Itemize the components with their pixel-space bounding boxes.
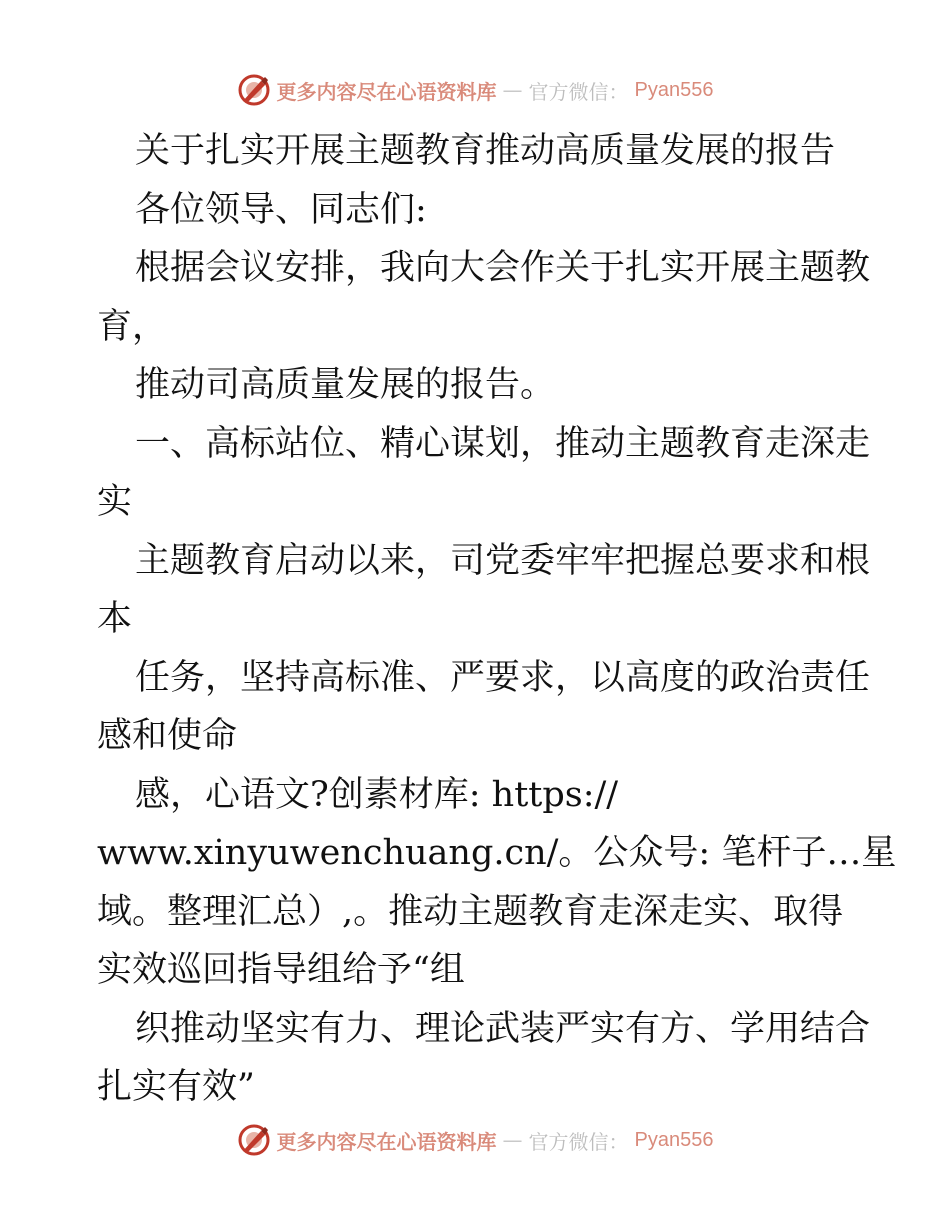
pen-logo-icon bbox=[237, 73, 271, 107]
paragraph-line: 推动司高质量发展的报告。 bbox=[135, 365, 556, 405]
pen-logo-icon bbox=[237, 1123, 271, 1157]
watermark-official-label: 官方微信： bbox=[528, 79, 629, 104]
watermark-wechat-id: Pyan556 bbox=[634, 1128, 714, 1151]
section-heading-cont: 实 bbox=[97, 482, 133, 522]
paragraph-line: 织推动坚实有力、理论武装严实有方、学用结合 bbox=[135, 1008, 871, 1049]
paragraph-line: 根据会议安排，我向大会作关于扎实开展主题教 bbox=[135, 248, 871, 288]
watermark-separator: — bbox=[502, 1128, 523, 1152]
paragraph-line: 域。整理汇总）,。推动主题教育走深走实、取得 bbox=[97, 891, 844, 932]
watermark-official-label: 官方微信： bbox=[528, 1129, 629, 1154]
watermark-wechat-id: Pyan556 bbox=[634, 78, 714, 101]
section-heading: 一、高标站位、精心谋划，推动主题教育走深走 bbox=[135, 423, 871, 464]
paragraph-line: 主题教育启动以来，司党委牢牢把握总要求和根 bbox=[135, 540, 871, 581]
watermark-text: 更多内容尽在心语资料库 bbox=[276, 79, 497, 104]
paragraph-line: 育， bbox=[97, 306, 168, 347]
document-title: 关于扎实开展主题教育推动高质量发展的报告 bbox=[135, 131, 836, 171]
paragraph-line: 本 bbox=[97, 599, 133, 639]
footer-watermark bbox=[0, 1120, 950, 1160]
salutation: 各位领导、同志们: bbox=[135, 189, 427, 230]
paragraph-line: www.xinyuwenchuang.cn/。公众号: 笔杆子…星 bbox=[97, 833, 897, 873]
document-body bbox=[97, 122, 897, 1117]
paragraph-line: 扎实有效” bbox=[97, 1067, 255, 1107]
paragraph-line: 感，心语文?创素材库: https:// bbox=[135, 774, 619, 815]
paragraph-line: 实效巡回指导组给予“组 bbox=[97, 950, 465, 990]
paragraph-line: 任务，坚持高标准、严要求，以高度的政治责任 bbox=[135, 657, 871, 698]
watermark-separator: — bbox=[502, 78, 523, 102]
paragraph-line: 感和使命 bbox=[97, 716, 238, 756]
watermark-text: 更多内容尽在心语资料库 bbox=[276, 1129, 497, 1154]
header-watermark bbox=[0, 70, 950, 110]
